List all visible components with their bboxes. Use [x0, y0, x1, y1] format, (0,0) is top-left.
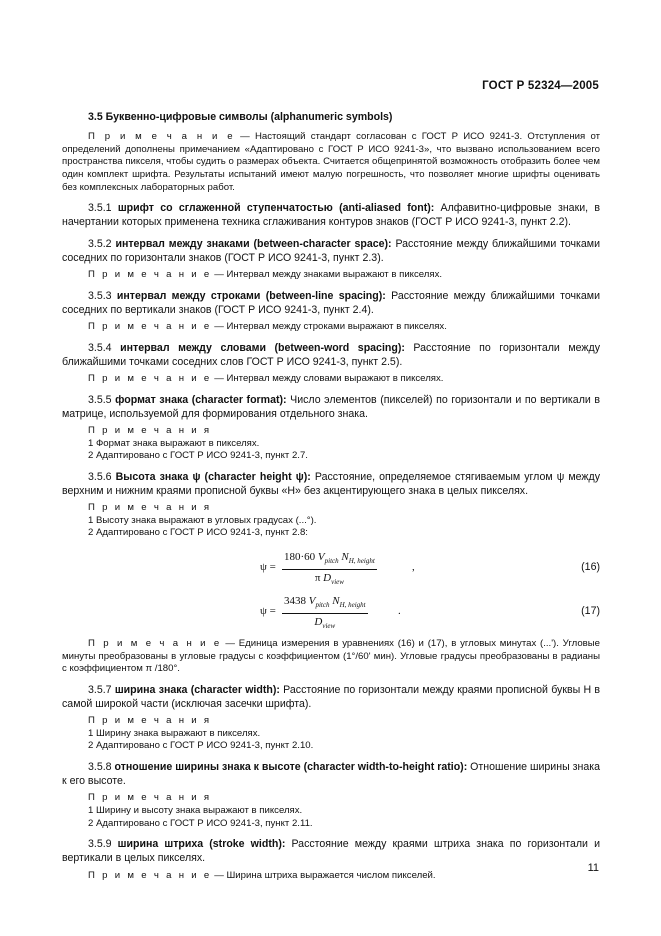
equation-number-16: (16)	[581, 560, 600, 573]
term-3-5-3: 3.5.3 интервал между строками (between-line spacing): Расстояние между ближайшими точками соседних по вертикали знаков (ГОСТ Р ИСО 9241-3, пункт 2.4).	[62, 289, 600, 316]
term-3-5-5: 3.5.5 формат знака (character format): Число элементов (пикселей) по горизонтали и по вертикали в матрице, используемой для формирования отдельного знака.	[62, 393, 600, 420]
standard-header: ГОСТ Р 52324—2005	[482, 80, 599, 92]
section-heading: 3.5 Буквенно-цифровые символы (alphanumeric symbols)	[88, 111, 393, 123]
term-3-5-5-notes: П р и м е ч а н и я 1 Формат знака выражают в пикселях. 2 Адаптировано с ГОСТ Р ИСО 9241-3, пункт 2.7.	[88, 424, 308, 462]
term-3-5-8-notes: П р и м е ч а н и я 1 Ширину и высоту знака выражают в пикселях. 2 Адаптировано с ГОСТ Р ИСО 9241-3, пункт 2.11.	[88, 792, 313, 829]
term-3-5-8: 3.5.8 отношение ширины знака к высоте (character width-to-height ratio): Отношение ширины знака к его высоте.	[62, 760, 600, 788]
term-3-5-4: 3.5.4 интервал между словами (between-word spacing): Расстояние по горизонтали между ближайшими точками соседних слов ГОСТ Р ИСО 9241-3, пункт 2.5).	[62, 341, 600, 368]
term-3-5-4-note: П р и м е ч а н и е — Интервал между словами выражают в пикселях.	[88, 372, 444, 384]
term-3-5-7: 3.5.7 ширина знака (character width): Расстояние по горизонтали между краями прописной буквы Н в самой широкой части (исключая засечки шрифта).	[62, 683, 600, 710]
term-3-5-6-notes: П р и м е ч а н и я 1 Высоту знака выражают в угловых градусах (...°). 2 Адаптировано с ГОСТ Р ИСО 9241-3, пункт 2.8:	[88, 502, 317, 539]
term-3-5-3-note: П р и м е ч а н и е — Интервал между строками выражают в пикселях.	[88, 320, 447, 332]
formula-note: П р и м е ч а н и е — Единица измерения в уравнениях (16) и (17), в угловых минутах (...'). Угловые минуты преобразованы в угловые градусы с коэффициентом (1°/60' мин). Угловые градусы преобразованы в радианы с коэффициентом π /180°.	[62, 637, 600, 675]
page-content	[62, 110, 600, 882]
term-3-5-7-notes: П р и м е ч а н и я 1 Ширину знака выражают в пикселях. 2 Адаптировано с ГОСТ Р ИСО 9241-3, пункт 2.10.	[88, 715, 314, 752]
term-3-5-2: 3.5.2 интервал между знаками (between-character space): Расстояние между ближайшими точками соседних по горизонтали знаков (ГОСТ Р ИСО 9241-3, пункт 2.3).	[62, 237, 600, 264]
equation-number-17: (17)	[581, 604, 600, 617]
term-3-5-1: 3.5.1 шрифт со сглаженной ступенчатостью (anti-aliased font): Алфавитно-цифровые знаки, в начертании которых применена техника сглаживания контуров знаков (ГОСТ Р ИСО 9241-3, пункт 2.2).	[62, 202, 600, 229]
term-3-5-9-note: П р и м е ч а н и е — Ширина штриха выражается числом пикселей.	[88, 869, 436, 881]
formula-16: ψ = 180·60 $V_{pitch}$ $N_{H, height}$ π $D_{view}$ , (16)	[260, 550, 600, 587]
formula-17: ψ = 3438 $V_{pitch}$ $N_{H, height}$ $D_{view}$ . (17)	[260, 594, 600, 631]
term-3-5-9: 3.5.9 ширина штриха (stroke width): Расстояние между краями штриха знака по горизонтали и вертикали в целых пикселях.	[62, 838, 600, 865]
term-3-5-2-note: П р и м е ч а н и е — Интервал между знаками выражают в пикселях.	[88, 268, 443, 280]
term-3-5-6: 3.5.6 Высота знака ψ (character height ψ): Расстояние, определяемое стягиваемым углом ψ между верхним и нижним краями прописной буквы «Н» без акцентирующего знака в целых пикселях.	[62, 470, 600, 497]
page-number: 11	[587, 862, 599, 874]
intro-note: П р и м е ч а н и е — Настоящий стандарт согласован с ГОСТ Р ИСО 9241-3. Отступления от определений дополнены примечанием «Адаптировано с ГОСТ Р ИСО 9241-3», что вызвано использованием всего пространства пикселя, чтобы судить о размерах объекта. Считается общепринятой возможность отобразить более чем один комплект шрифта. Результаты испытаний имеют малую погрешность, что позволяет многие шрифты оценивать без комплексных лабораторных работ.	[62, 131, 600, 193]
